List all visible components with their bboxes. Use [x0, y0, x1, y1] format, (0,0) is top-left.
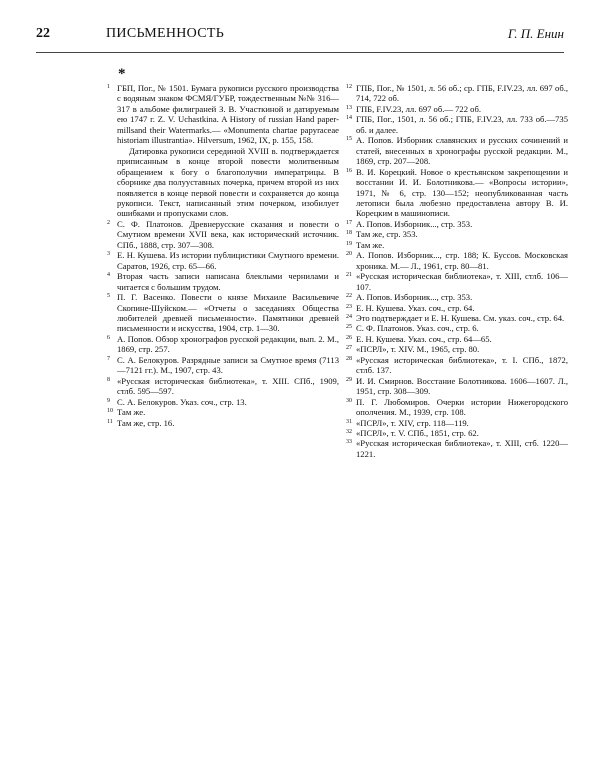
header-rule	[36, 52, 564, 53]
footnote-text: В. И. Корецкий. Новое о крестьянском закрепощении и восстании И. И. Болотникова.— «Вопросы истории», 1971, № 6, стр. 130—152; неопубликованная часть летописи была любезно предоставлена автору В. И. Корецким в машинописи.	[356, 166, 568, 219]
footnote-text: И. И. Смирнов. Восстание Болотникова. 1606—1607. Л., 1951, стр. 308—309.	[356, 375, 568, 397]
footnote-text: С. Ф. Платонов. Древнерусские сказания и повести о Смутном времени XVII века, как исторический источник. СПб., 1888, стр. 307—308.	[117, 218, 339, 250]
footnote-text: А. Попов. Изборник..., стр. 353.	[356, 292, 473, 303]
footnote-20	[346, 250, 568, 271]
footnote-text: А. Попов. Изборник..., стр. 353.	[356, 218, 473, 229]
footnote-number: 11	[107, 418, 113, 425]
footnote-number: 29	[346, 376, 352, 383]
footnote-2	[107, 219, 339, 250]
footnote-number: 1	[107, 84, 110, 90]
footnote-text: «ПСРЛ», т. XIV. М., 1965, стр. 80.	[356, 344, 480, 355]
footnote-number: 27	[346, 345, 352, 352]
footnote-text: П. Г. Васенко. Повести о князе Михаиле Васильевиче Скопине-Шуйском.— «Отчеты о заседаниях Общества любителей древней письменности». Памятники древней письменности и искусства, 1904, стр. 1—30.	[117, 292, 339, 334]
footnote-text: «Русская историческая библиотека», т. XIII, стлб. 106—107.	[356, 271, 568, 292]
footnote-number: 31	[346, 418, 352, 425]
footnote-text: «ПСРЛ», т. V. СПб., 1851, стр. 62.	[356, 427, 479, 438]
footnote-number: 26	[346, 334, 352, 341]
footnote-number: 7	[107, 355, 110, 362]
footnote-text: Датировка рукописи серединой XVIII в. подтверждается приписанным в конце второй повести молитвенным обращением к богу о благополучии императрицы. В сборнике два полууставных почерка, причем второй из них появляется в конце первой повести и сохраняется до конца рукописи. Текст, написанный этим почерком, изобилует ошибками и пропусками слов.	[117, 145, 339, 219]
footnote-number: 15	[346, 136, 352, 143]
footnote-31	[346, 418, 568, 428]
footnote-18	[346, 229, 568, 239]
footnote-continuation	[107, 146, 339, 219]
footnote-number: 18	[346, 230, 352, 237]
footnote-26	[346, 334, 568, 344]
footnote-number: 25	[346, 324, 352, 331]
footnote-number: 20	[346, 251, 352, 258]
footnote-text: Е. Н. Кушева. Из истории публицистики Смутного времени. Саратов, 1926, стр. 65—66.	[117, 250, 339, 271]
footnote-text: Там же.	[117, 407, 146, 418]
running-author: Г. П. Енин	[507, 26, 564, 41]
footnote-4	[107, 271, 339, 292]
footnote-text: Это подтверждает и Е. Н. Кушева. См. указ. соч., стр. 64.	[356, 312, 565, 323]
page-header	[36, 26, 564, 46]
footnote-5	[107, 292, 339, 334]
footnote-16	[346, 167, 568, 219]
footnotes-left-column	[107, 83, 339, 428]
footnote-number: 13	[346, 104, 352, 111]
footnote-number: 9	[107, 397, 110, 404]
footnote-text: ГПБ, F.IV.23, лл. 697 об.— 722 об.	[356, 103, 481, 114]
footnote-13	[346, 104, 568, 114]
footnote-text: Там же.	[356, 239, 385, 250]
footnote-text: ГПБ, Пог., № 1501, л. 56 об.; ср. ГПБ, F.IV.23, лл. 697 об., 714, 722 об.	[356, 83, 568, 104]
footnote-15	[346, 135, 568, 166]
footnote-number: 19	[346, 240, 352, 247]
footnote-number: 21	[346, 272, 352, 279]
footnote-number: 17	[346, 219, 352, 226]
footnote-text: П. Г. Любомиров. Очерки истории Нижегородского ополчения. М., 1939, стр. 108.	[356, 396, 568, 418]
footnote-number: 10	[107, 408, 113, 415]
footnote-number: 2	[107, 219, 110, 226]
footnote-17	[346, 219, 568, 229]
footnote-text: «Русская историческая библиотека», т. XIII, стб. 1220—1221.	[356, 438, 568, 459]
footnotes-right-column	[346, 83, 568, 459]
footnote-text: «ПСРЛ», т. XIV, стр. 118—119.	[356, 417, 469, 428]
footnote-23	[346, 303, 568, 313]
footnote-24	[346, 313, 568, 323]
footnote-25	[346, 323, 568, 333]
footnote-number: 3	[107, 251, 110, 258]
footnote-32	[346, 428, 568, 438]
footnote-6	[107, 334, 339, 355]
footnote-number: 5	[107, 293, 110, 300]
running-title: ПИСЬМЕННОСТЬ	[106, 26, 225, 41]
footnote-3	[107, 250, 339, 271]
footnote-text: А. Попов. Изборник..., стр. 188; К. Буссов. Московская хроника. М.— Л., 1961, стр. 80—81.	[356, 250, 568, 271]
footnote-9	[107, 397, 339, 407]
footnote-number: 32	[346, 428, 352, 435]
footnote-text: С. А. Белокуров. Указ. соч., стр. 13.	[117, 396, 247, 407]
footnote-text: Е. Н. Кушева. Указ. соч., стр. 64.	[356, 302, 475, 313]
footnote-text: А. Попов. Обзор хронографов русской редакции, вып. 2. М., 1869, стр. 257.	[117, 333, 339, 355]
footnote-7	[107, 355, 339, 376]
footnote-text: Вторая часть записи написана блеклыми чернилами и читается с большим трудом.	[117, 271, 339, 292]
footnote-text: С. Ф. Платонов. Указ. соч., стр. 6.	[356, 323, 479, 334]
footnote-8	[107, 376, 339, 397]
footnote-1	[107, 83, 339, 146]
footnote-text: А. Попов. Изборник славянских и русских сочинений и статей, внесенных в хронографы русской редакции. М., 1869, стр. 207—208.	[356, 135, 568, 167]
footnote-text: «Русская историческая библиотека», т. I. СПб., 1872, стлб. 137.	[356, 354, 568, 376]
footnote-number: 33	[346, 439, 352, 446]
footnote-text: С. А. Белокуров. Разрядные записи за Смутное время (7113—7121 гг.). М., 1907, стр. 43.	[117, 354, 339, 376]
footnote-number: 30	[346, 397, 352, 404]
footnote-text: ГПБ, Пог., 1501, л. 56 об.; ГПБ, F.IV.23, лл. 733 об.—735 об. и далее.	[356, 114, 568, 135]
footnote-33	[346, 438, 568, 459]
footnote-22	[346, 292, 568, 302]
footnote-30	[346, 397, 568, 418]
footnote-number: 4	[107, 272, 110, 279]
footnote-text: ГБП, Пог., № 1501. Бумага рукописи русского производства с водяным знаком ФСМЯ/ГУБР, тождественным №№ 316—317 в альбоме филиграней З. В. Участкиной и датируемым ею 1747 г. Z. V. Uchastkina. A History of russian Hand paper-millsand their Watermarks.— «Monumenta chartae papyraceae historiam illustrantia». Hilversum, 1962, IX, p. 155, 158.	[117, 83, 339, 146]
footnote-number: 6	[107, 334, 110, 341]
footnote-number: 8	[107, 376, 110, 383]
footnote-number: 14	[346, 115, 352, 122]
footnote-number: 28	[346, 355, 352, 362]
footnote-text: «Русская историческая библиотека», т. XIII. СПб., 1909, стлб. 595—597.	[117, 375, 339, 397]
section-asterisk: *	[118, 66, 126, 82]
page-number: 22	[36, 26, 50, 41]
footnote-text: Е. Н. Кушева. Указ. соч., стр. 64—65.	[356, 333, 492, 344]
footnote-19	[346, 240, 568, 250]
footnote-28	[346, 355, 568, 376]
footnote-27	[346, 344, 568, 354]
footnote-text: Там же, стр. 16.	[117, 417, 175, 428]
footnote-number: 23	[346, 303, 352, 310]
footnote-number: 22	[346, 293, 352, 300]
footnote-29	[346, 376, 568, 397]
footnote-12	[346, 83, 568, 104]
footnote-number: 12	[346, 84, 352, 90]
footnote-text: Там же, стр. 353.	[356, 229, 418, 240]
footnote-14	[346, 114, 568, 135]
footnote-21	[346, 271, 568, 292]
footnote-number: 16	[346, 167, 352, 174]
footnote-10	[107, 407, 339, 417]
footnote-number: 24	[346, 313, 352, 320]
footnote-11	[107, 418, 339, 428]
